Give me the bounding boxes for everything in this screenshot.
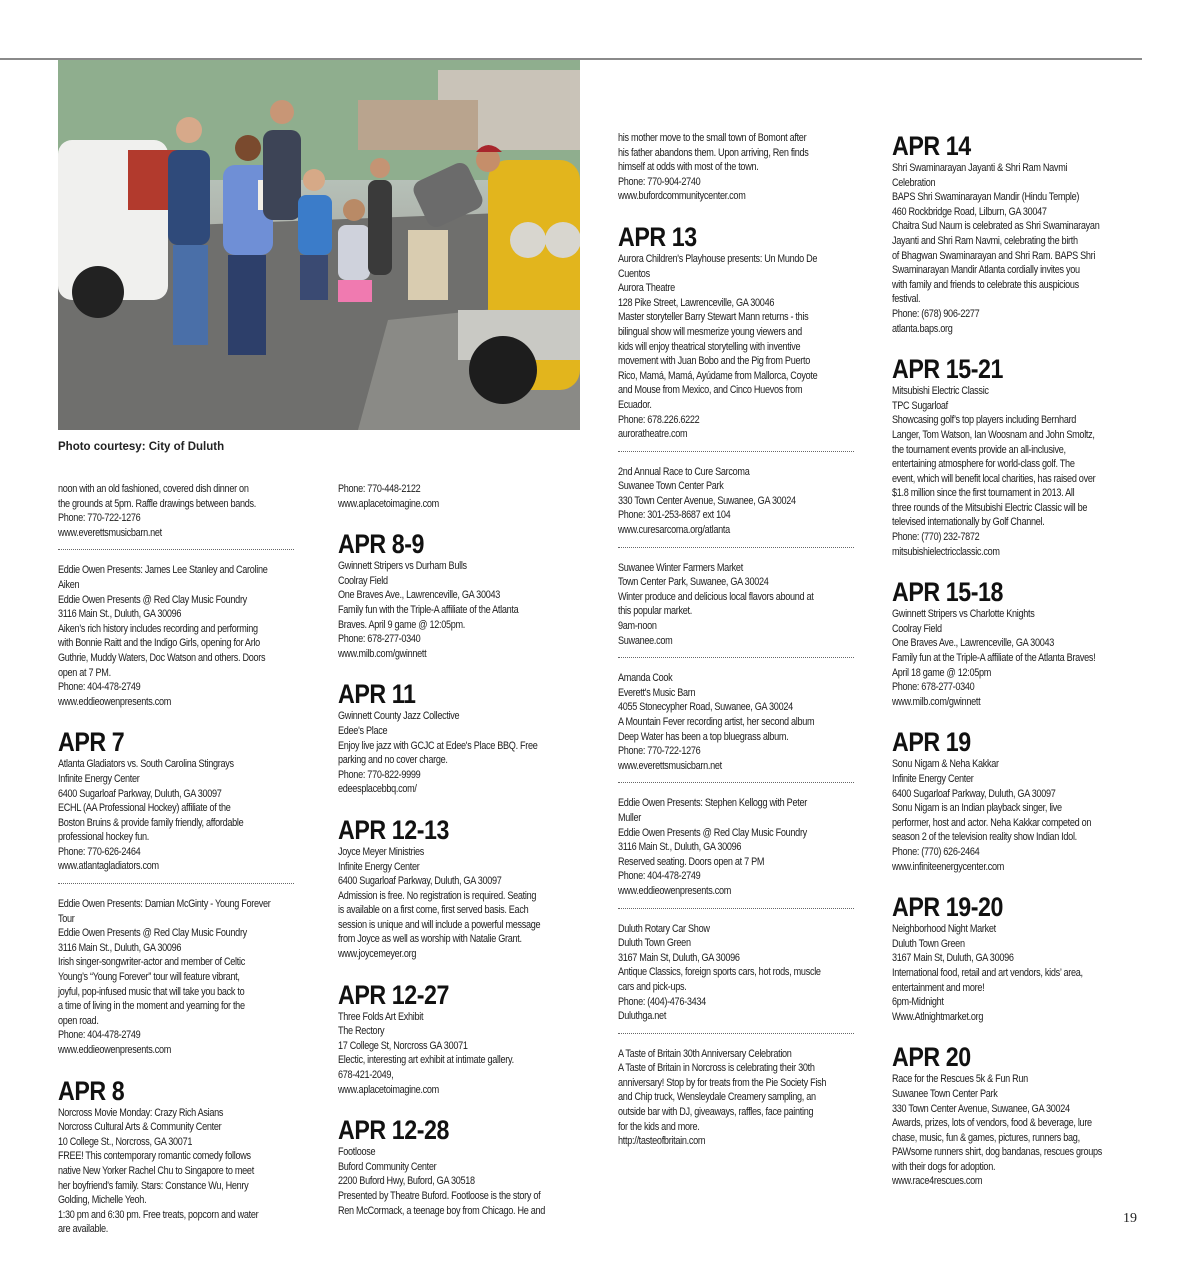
event-listing: [58, 1106, 298, 1237]
event-date-heading: APR 8: [58, 1075, 125, 1106]
event-text-line: Shri Swaminarayan Jayanti & Shri Ram Navmi: [892, 162, 1068, 174]
event-text-line: this popular market.: [618, 605, 693, 618]
event-text-line: 6400 Sugarloaf Parkway, Duluth, GA 30097: [58, 787, 222, 800]
event-text-line: Irish singer-songwriter-actor and member of Celtic: [58, 956, 245, 969]
event-text-line: Amanda Cook: [618, 672, 673, 685]
event-text-line: his mother move to the small town of Bomont after: [618, 132, 807, 144]
event-listing: [892, 607, 1137, 709]
column-3: [618, 131, 858, 1149]
event-text-line: 330 Town Center Avenue, Suwanee, GA 30024: [892, 1102, 1070, 1115]
event-text-line: Town Center Park, Suwanee, GA 30024: [618, 576, 769, 589]
event-link[interactable]: www.milb.com/gwinnett: [338, 647, 427, 660]
event-text-line: 9am-noon: [618, 620, 657, 633]
event-link[interactable]: www.everettsmusicbarn.net: [58, 526, 162, 539]
event-text-line: Neighborhood Night Market: [892, 923, 996, 936]
event-text-line: A Taste of Britain 30th Anniversary Celebration: [618, 1047, 792, 1060]
event-listing: [338, 845, 578, 962]
event-text-line: Golding, Michelle Yeoh.: [58, 1194, 147, 1207]
event-text-line: Celebration: [892, 176, 936, 189]
event-text-line: movement with Juan Bobo and the Pig from Puerto: [618, 355, 810, 368]
event-listing: [618, 561, 858, 649]
event-text-line: 128 Pike Street, Lawrenceville, GA 30046: [618, 296, 775, 309]
event-text-line: noon with an old fashioned, covered dish dinner on: [58, 483, 249, 495]
event-link[interactable]: www.eddieowenpresents.com: [618, 884, 732, 897]
event-text-line: BAPS Shri Swaminarayan Mandir (Hindu Temple): [892, 191, 1080, 204]
column-1: [58, 482, 298, 1237]
event-text-line: Phone: 678-277-0340: [892, 681, 975, 694]
event-text-line: anniversary! Stop by for treats from the Pie Society Fish: [618, 1076, 827, 1089]
event-text-line: Phone: 404-478-2749: [618, 870, 701, 883]
event-listing: [338, 1145, 578, 1218]
event-text-line: Aiken: [58, 578, 80, 591]
event-text-line: Phone: (678) 906-2277: [892, 307, 980, 320]
event-text-line: open road.: [58, 1014, 99, 1027]
event-text-line: 330 Town Center Avenue, Suwanee, GA 30024: [618, 494, 796, 507]
event-text-line: himself at odds with most of the town.: [618, 161, 759, 174]
event-text-line: Gwinnett County Jazz Collective: [338, 710, 460, 723]
event-link[interactable]: auroratheatre.com: [618, 428, 688, 441]
event-text-line: Braves. April 9 game @ 12:05pm.: [338, 618, 466, 631]
event-text-line: Aurora Theatre: [618, 282, 675, 295]
event-text-line: with Bonnie Raitt and the Indigo Girls, opening for Arlo: [58, 637, 260, 650]
event-date-heading: APR 12-28: [338, 1115, 450, 1146]
event-text-line: Phone: 770-722-1276: [618, 745, 701, 758]
event-text-line: 3167 Main St, Duluth, GA 30096: [618, 951, 740, 964]
event-text-line: Master storyteller Barry Stewart Mann returns - this: [618, 311, 809, 324]
event-link[interactable]: www.infiniteenergycenter.com: [892, 860, 1005, 873]
event-listing: [618, 796, 858, 898]
event-date-heading: APR 19: [892, 727, 971, 758]
event-text-line: open at 7 PM.: [58, 666, 111, 679]
event-link[interactable]: www.atlantagladiators.com: [58, 860, 159, 873]
column-2: [338, 482, 578, 1218]
event-link[interactable]: www.race4rescues.com: [892, 1175, 983, 1188]
event-text-line: Antique Classics, foreign sports cars, hot rods, muscle: [618, 966, 821, 979]
dotted-divider: [618, 451, 854, 452]
event-text-line: 10 College St., Norcross, GA 30071: [58, 1135, 193, 1148]
event-text-line: Joyce Meyer Ministries: [338, 845, 425, 858]
event-text-line: Ren McCormack, a teenage boy from Chicago. He and: [338, 1204, 546, 1217]
event-link[interactable]: www.aplacetoimagine.com: [338, 497, 439, 510]
event-text-line: Young’s “Young Forever” tour will feature vibrant,: [58, 971, 240, 984]
event-link[interactable]: www.bufordcommunitycenter.com: [618, 190, 746, 203]
dotted-divider: [58, 549, 294, 550]
event-text-line: Cuentos: [618, 267, 650, 280]
event-date-heading: APR 8-9: [338, 529, 425, 560]
event-text-line: Infinite Energy Center: [892, 773, 974, 785]
event-date-heading: APR 7: [58, 727, 125, 758]
event-text-line: April 18 game @ 12:05pm: [892, 666, 992, 679]
event-text-line: for the kids and more.: [618, 1120, 700, 1133]
event-text-line: Phone: 404-478-2749: [58, 681, 141, 694]
event-text-line: Swaminarayan Mandir Atlanta cordially invites you: [892, 264, 1080, 277]
event-text-line: Chaitra Sud Naum is celebrated as Shri Swaminarayan: [892, 220, 1100, 233]
event-listing: [892, 922, 1137, 1024]
event-text-line: 3116 Main St., Duluth, GA 30096: [58, 608, 182, 621]
event-link[interactable]: atlanta.baps.org: [892, 322, 953, 335]
event-text-line: Rico, Mamá, Mamá, Ayúdame from Mallorca, Coyote: [618, 369, 818, 382]
event-text-line: ECHL (AA Professional Hockey) affiliate of the: [58, 802, 231, 815]
event-text-line: Eddie Owen Presents: James Lee Stanley and Caroline: [58, 564, 268, 577]
event-text-line: Langer, Tom Watson, Ian Woosnam and John Smoltz,: [892, 428, 1095, 441]
event-text-line: festival.: [892, 293, 921, 306]
dotted-divider: [618, 782, 854, 783]
event-listing: [892, 161, 1137, 336]
event-text-line: outside bar with DJ, giveaways, raffles, face painting: [618, 1106, 814, 1119]
event-text-line: event, which will benefit local charities, has raised over: [892, 472, 1096, 485]
event-text-line: televised internationally by Golf Channel.: [892, 516, 1045, 529]
event-text-line: Everett's Music Barn: [618, 686, 696, 699]
dotted-divider: [618, 908, 854, 909]
event-text-line: joyful, pop-infused music that will take you back to: [58, 985, 245, 998]
event-text-line: Tour: [58, 912, 75, 925]
event-text-line: One Braves Ave., Lawrenceville, GA 30043: [892, 637, 1055, 650]
event-text-line: Phone: 770-722-1276: [58, 512, 141, 525]
event-text-line: 3167 Main St, Duluth, GA 30096: [892, 952, 1014, 965]
event-text-line: 17 College St, Norcross GA 30071: [338, 1039, 468, 1052]
event-text-line: Phone: 770-904-2740: [618, 175, 701, 188]
event-text-line: A Taste of Britain in Norcross is celebrating their 30th: [618, 1062, 815, 1075]
event-text-line: Phone: 770-448-2122: [338, 483, 421, 495]
event-text-line: 6400 Sugarloaf Parkway, Duluth, GA 30097: [892, 787, 1056, 800]
event-text-line: entertaining atmosphere for world-class golf. The: [892, 458, 1075, 471]
event-text-line: and Chip truck, Wensleydale Creamery sampling, an: [618, 1091, 816, 1104]
event-link[interactable]: Www.Atlnightmarket.org: [892, 1010, 984, 1023]
event-text-line: 3116 Main St., Duluth, GA 30096: [618, 841, 742, 854]
event-text-line: chase, music, fun & games, pictures, runners bag,: [892, 1131, 1080, 1144]
dotted-divider: [58, 883, 294, 884]
event-listing: [618, 131, 858, 204]
event-text-line: Duluth Town Green: [892, 937, 965, 950]
event-text-line: Ecuador.: [618, 398, 652, 411]
event-text-line: with family and friends to celebrate this auspicious: [892, 278, 1079, 291]
event-text-line: are available.: [58, 1223, 108, 1236]
event-text-line: cars and pick-ups.: [618, 980, 687, 993]
event-text-line: Phone: (404)-476-3434: [618, 995, 706, 1008]
event-text-line: 678-421-2049,: [338, 1069, 394, 1082]
event-text-line: PAWsome runners shirt, dog bandanas, rescues groups: [892, 1146, 1103, 1159]
event-text-line: performer, host and actor. Neha Kakkar competed on: [892, 816, 1092, 829]
event-text-line: three rounds of the Mitsubishi Electric Classic will be: [892, 501, 1088, 514]
event-text-line: Gwinnett Stripers vs Durham Bulls: [338, 560, 467, 573]
event-link[interactable]: mitsubishielectricclassic.com: [892, 545, 1000, 558]
event-date-heading: APR 15-21: [892, 354, 1004, 385]
event-text-line: Phone: (770) 626-2464: [892, 845, 980, 858]
event-listing: [338, 1010, 578, 1098]
event-text-line: Duluth Rotary Car Show: [618, 922, 710, 935]
event-text-line: Eddie Owen Presents: Damian McGinty - Young Forever: [58, 898, 271, 911]
dotted-divider: [618, 1033, 854, 1034]
event-date-heading: APR 12-13: [338, 814, 450, 845]
event-text-line: Guthrie, Muddy Waters, Doc Watson and others. Doors: [58, 651, 266, 664]
event-text-line: session is unique and will include a powerful message: [338, 918, 541, 931]
event-text-line: bilingual show will mesmerize young viewers and: [618, 325, 802, 338]
event-text-line: Family fun with the Triple-A affiliate of the Atlanta: [338, 603, 519, 616]
event-text-line: Gwinnett Stripers vs Charlotte Knights: [892, 608, 1035, 621]
event-text-line: is available on a first come, first served basis. Each: [338, 904, 529, 917]
event-listing: [58, 482, 298, 540]
event-text-line: Sonu Nigam is an Indian playback singer, live: [892, 802, 1062, 815]
event-text-line: Family fun at the Triple-A affiliate of the Atlanta Braves!: [892, 652, 1096, 665]
event-text-line: Aiken’s rich history includes recording and performing: [58, 622, 258, 635]
event-text-line: Phone: 770-822-9999: [338, 768, 421, 781]
column-4: [892, 131, 1137, 1189]
event-text-line: kids will enjoy theatrical storytelling with inventive: [618, 340, 801, 353]
event-text-line: $1.8 million since the first tournament in 2013. All: [892, 487, 1075, 500]
event-text-line: entertainment and more!: [892, 981, 985, 994]
event-text-line: FREE! This contemporary romantic comedy follows: [58, 1150, 251, 1163]
event-text-line: Norcross Movie Monday: Crazy Rich Asians: [58, 1106, 224, 1119]
event-date-heading: APR 14: [892, 131, 971, 161]
event-text-line: Sonu Nigam & Neha Kakkar: [892, 758, 999, 771]
photo-caption: Photo courtesy: City of Duluth: [58, 441, 225, 453]
event-listing: [338, 559, 578, 661]
event-text-line: Phone: 678.226.6222: [618, 413, 700, 426]
event-text-line: Awards, prizes, lots of vendors, food & beverage, lure: [892, 1117, 1092, 1130]
event-text-line: Infinite Energy Center: [58, 772, 140, 785]
event-text-line: his father abandons them. Upon arriving, Ren finds: [618, 146, 809, 159]
event-photo: [58, 60, 580, 430]
event-listing: [338, 482, 578, 511]
dotted-divider: [618, 657, 854, 658]
event-text-line: Atlanta Gladiators vs. South Carolina Stingrays: [58, 758, 234, 771]
event-link[interactable]: www.everettsmusicbarn.net: [618, 759, 722, 772]
event-text-line: Electic, interesting art exhibit at intimate gallery.: [338, 1054, 514, 1067]
event-link[interactable]: www.curesarcoma.org/atlanta: [618, 524, 730, 537]
event-text-line: Three Folds Art Exhibit: [338, 1010, 424, 1023]
event-link[interactable]: Suwanee.com: [618, 634, 673, 647]
event-text-line: Suwanee Town Center Park: [618, 480, 724, 493]
event-text-line: native New Yorker Rachel Chu to Singapore to meet: [58, 1164, 254, 1177]
event-text-line: parking and no cover charge.: [338, 754, 448, 767]
event-text-line: Infinite Energy Center: [338, 860, 420, 873]
event-text-line: Eddie Owen Presents @ Red Clay Music Foundry: [58, 593, 247, 606]
event-text-line: Reserved seating. Doors open at 7 PM: [618, 855, 765, 868]
event-text-line: A Mountain Fever recording artist, her second album: [618, 716, 815, 728]
event-text-line: Admission is free. No registration is required. Seating: [338, 889, 537, 902]
event-link[interactable]: www.milb.com/gwinnett: [892, 695, 981, 708]
event-text-line: Buford Community Center: [338, 1160, 437, 1173]
event-date-heading: APR 19-20: [892, 892, 1004, 923]
event-text-line: 3116 Main St., Duluth, GA 30096: [58, 941, 182, 954]
event-listing: [618, 671, 858, 773]
event-link[interactable]: www.aplacetoimagine.com: [338, 1083, 439, 1096]
event-date-heading: APR 11: [338, 679, 416, 710]
event-text-line: Race for the Rescues 5k & Fun Run: [892, 1073, 1028, 1086]
event-listing: [58, 757, 298, 874]
event-text-line: TPC Sugarloaf: [892, 399, 948, 412]
event-listing: [338, 709, 578, 797]
event-text-line: Phone: 404-478-2749: [58, 1029, 141, 1042]
event-listing: [618, 465, 858, 538]
event-text-line: Coolray Field: [892, 622, 942, 635]
event-text-line: Winter produce and delicious local flavors abound at: [618, 590, 814, 603]
event-text-line: professional hockey fun.: [58, 831, 150, 844]
event-date-heading: APR 20: [892, 1042, 971, 1073]
event-link[interactable]: edeesplacebbq.com/: [338, 783, 417, 796]
event-text-line: 2200 Buford Hwy, Buford, GA 30518: [338, 1175, 475, 1188]
event-text-line: and Mouse from Mexico, and Cinco Huevos from: [618, 384, 803, 397]
event-text-line: Mitsubishi Electric Classic: [892, 385, 989, 398]
event-text-line: Enjoy live jazz with GCJC at Edee's Place BBQ. Free: [338, 739, 538, 752]
photo-illustration: [58, 60, 580, 430]
event-text-line: a time of living in the moment and yearning for the: [58, 1000, 245, 1013]
page-number: 19: [1123, 1211, 1137, 1226]
event-text-line: The Rectory: [338, 1025, 385, 1038]
event-link[interactable]: Duluthga.net: [618, 1010, 667, 1023]
event-text-line: Eddie Owen Presents @ Red Clay Music Foundry: [618, 826, 807, 839]
event-text-line: Muller: [618, 811, 642, 824]
event-text-line: Footloose: [338, 1146, 376, 1159]
event-text-line: Eddie Owen Presents: Stephen Kellogg with Peter: [618, 797, 807, 810]
event-text-line: Aurora Children's Playhouse presents: Un Mundo De: [618, 252, 818, 265]
event-date-heading: APR 13: [618, 221, 697, 252]
event-listing: [618, 1047, 858, 1149]
event-listing: [618, 252, 858, 442]
event-date-heading: APR 12-27: [338, 979, 450, 1010]
dotted-divider: [618, 547, 854, 548]
event-listing: [892, 1072, 1137, 1189]
event-link[interactable]: http://tasteofbritain.com: [618, 1135, 706, 1148]
event-text-line: Showcasing golf’s top players including Bernhard: [892, 414, 1077, 427]
event-text-line: the grounds at 5pm. Raffle drawings between bands.: [58, 497, 257, 510]
event-link[interactable]: www.joycemeyer.org: [338, 948, 417, 961]
event-text-line: Phone: 301-253-8687 ext 104: [618, 509, 731, 522]
event-text-line: Edee's Place: [338, 724, 388, 737]
event-text-line: with their dogs for adoption.: [892, 1160, 996, 1173]
event-text-line: 6400 Sugarloaf Parkway, Duluth, GA 30097: [338, 875, 502, 888]
event-link[interactable]: www.eddieowenpresents.com: [58, 1044, 172, 1056]
event-listing: [58, 897, 298, 1058]
event-listing: [58, 563, 298, 709]
event-text-line: Duluth Town Green: [618, 937, 691, 950]
event-listing: [892, 384, 1137, 559]
event-text-line: of Bhagwan Swaminarayan and Shri Ram. BAPS Shri: [892, 249, 1096, 262]
event-text-line: Phone: 678-277-0340: [338, 633, 421, 646]
event-text-line: Presented by Theatre Buford. Footloose is the story of: [338, 1190, 541, 1202]
event-text-line: Phone: 770-626-2464: [58, 845, 141, 858]
event-text-line: Phone: (770) 232-7872: [892, 531, 980, 544]
event-text-line: the tournament events provide an all-inclusive,: [892, 443, 1066, 456]
event-text-line: Norcross Cultural Arts & Community Center: [58, 1121, 222, 1134]
event-text-line: 460 Rockbridge Road, Lilburn, GA 30047: [892, 205, 1047, 218]
event-link[interactable]: www.eddieowenpresents.com: [58, 695, 172, 708]
event-date-heading: APR 15-18: [892, 577, 1004, 608]
event-text-line: Eddie Owen Presents @ Red Clay Music Foundry: [58, 927, 247, 940]
event-text-line: season 2 of the television reality show Indian Idol.: [892, 831, 1077, 844]
event-text-line: Boston Bruins & provide family friendly, affordable: [58, 816, 244, 829]
event-listing: [618, 922, 858, 1024]
event-text-line: Suwanee Winter Farmers Market: [618, 561, 743, 574]
event-listing: [892, 757, 1137, 874]
event-text-line: 2nd Annual Race to Cure Sarcoma: [618, 465, 750, 478]
event-text-line: Deep Water has been a top bluegrass album.: [618, 730, 789, 743]
event-text-line: 4055 Stonecypher Road, Suwanee, GA 30024: [618, 701, 793, 714]
event-text-line: Jayanti and Shri Ram Navmi, celebrating the birth: [892, 234, 1078, 247]
event-text-line: International food, retail and art vendors, kids’ area,: [892, 966, 1083, 979]
event-text-line: 1:30 pm and 6:30 pm. Free treats, popcorn and water: [58, 1208, 259, 1221]
event-text-line: 6pm-Midnight: [892, 996, 944, 1009]
event-text-line: Coolray Field: [338, 574, 388, 587]
event-text-line: One Braves Ave., Lawrenceville, GA 30043: [338, 589, 501, 602]
event-text-line: her boyfriend's family. Stars: Constance Wu, Henry: [58, 1179, 249, 1192]
event-text-line: from Joyce as well as worship with Natalie Grant.: [338, 933, 522, 946]
event-text-line: Suwanee Town Center Park: [892, 1087, 998, 1100]
